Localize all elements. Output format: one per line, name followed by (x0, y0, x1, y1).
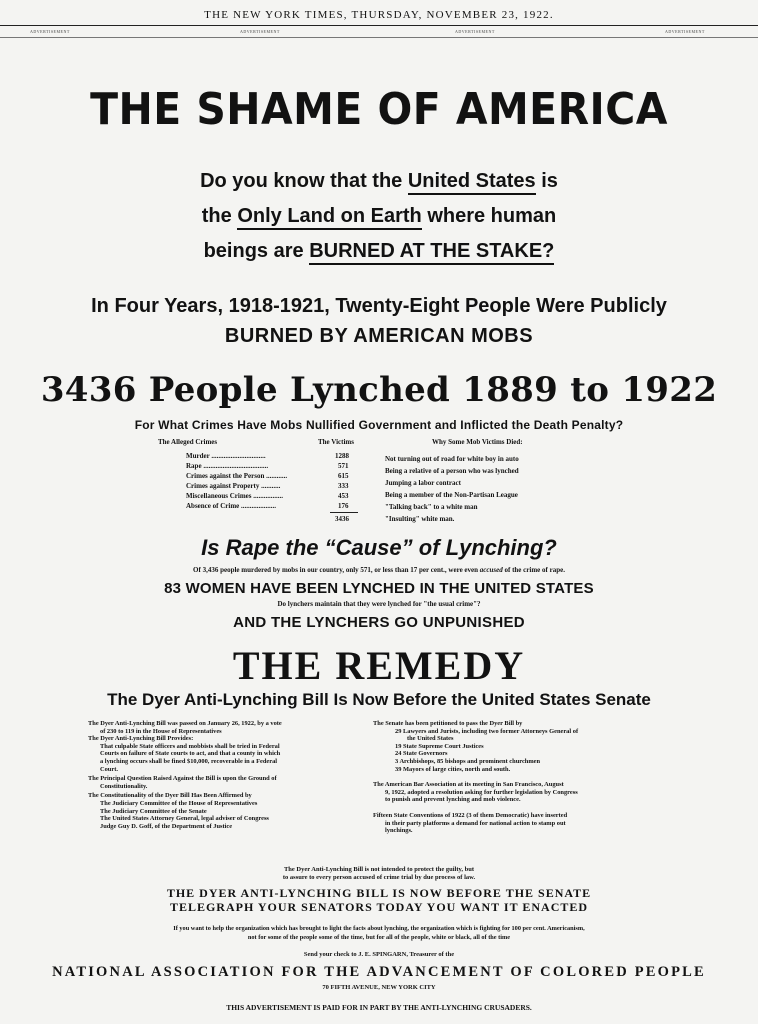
table-header-victims: The Victims (318, 438, 354, 446)
usual-crime-note: Do lynchers maintain that they were lynched for "the usual crime"? (277, 600, 481, 608)
right-text: 24 State Governors (395, 750, 448, 758)
rape-note-text: Of 3,436 people murdered by mobs in our country, only 571, or less than 17 per cent., were even (193, 566, 480, 574)
burned-headline: BURNED BY AMERICAN MOBS (224, 325, 534, 347)
telegraph-headline: TELEGRAPH YOUR SENATORS TODAY YOU WANT IT ENACTED (169, 900, 589, 914)
left-text: The United States Attorney General, legal adviser of Congress (100, 815, 269, 823)
ad-tag: ADVERTISEMENT (240, 29, 280, 34)
masthead-rule (0, 25, 758, 26)
before-senate-headline: THE DYER ANTI-LYNCHING BILL IS NOW BEFORE THE SENATE (166, 886, 592, 900)
crime-name: Rape (186, 462, 202, 470)
question-underlined: BURNED AT THE STAKE? (309, 240, 554, 265)
question-underlined: Only Land on Earth (237, 205, 421, 230)
masthead: THE NEW YORK TIMES, THURSDAY, NOVEMBER 23, 1922. (204, 9, 554, 21)
crime-name: Absence of Crime (186, 502, 240, 510)
right-text: 3 Archbishops, 85 bishops and prominent churchmen (395, 757, 541, 765)
question-text: the (201, 205, 238, 227)
victim-count: 176 (338, 502, 349, 510)
left-column (88, 720, 282, 830)
not-intended-line-2: to assure to every person accused of crime trial by due process of law. (282, 874, 476, 881)
left-text: The Constitutionality of the Dyer Bill Has Been Affirmed by (88, 792, 252, 800)
crimes-question: For What Crimes Have Mobs Nullified Government and Inflicted the Death Penalty? (134, 418, 624, 432)
right-text: The Senate has been petitioned to pass the Dyer Bill by (373, 720, 523, 727)
table-row: Murder ............................... (186, 452, 266, 460)
page-title: THE SHAME OF AMERICA (90, 84, 668, 135)
question-text: Do you know that the (200, 170, 408, 192)
table-row: Rape ..................................... (186, 462, 269, 470)
left-text: The Dyer Anti-Lynching Bill Provides: (88, 735, 194, 743)
why-item: "Insulting" white man. (385, 515, 455, 523)
ad-tag: ADVERTISEMENT (455, 29, 495, 34)
question-underlined: United States (408, 170, 536, 195)
question-text: beings are (203, 240, 310, 262)
why-item: Not turning out of road for white boy in auto (385, 455, 519, 463)
right-text: the United States (407, 735, 454, 743)
dyer-heading: The Dyer Anti-Lynching Bill Is Now Before the United States Senate (107, 690, 651, 709)
left-text: Court. (100, 765, 118, 773)
crime-name: Miscellaneous Crimes (186, 492, 252, 500)
lynched-headline: 3436 People Lynched 1889 to 1922 (40, 370, 718, 410)
table-row: Miscellaneous Crimes ................. (186, 492, 284, 500)
why-item: "Talking back" to a white man (385, 503, 478, 511)
crime-name: Crimes against the Person (186, 472, 265, 480)
ad-tag: ADVERTISEMENT (665, 29, 705, 34)
question-line-2 (0, 205, 758, 228)
help-line-1: If you want to help the organization which has brought to light the facts about lynching, the organization which is fighting for 100 per cent. Americanism, (173, 925, 585, 932)
right-text: Fifteen State Conventions of 1922 (3 of them Democratic) have inserted (373, 811, 568, 819)
table-row: Absence of Crime .................... (186, 502, 277, 510)
not-intended-line-1: The Dyer Anti-Lynching Bill is not intended to protect the guilty, but (283, 866, 475, 873)
right-column (373, 720, 578, 835)
rape-note (0, 566, 758, 574)
why-item: Being a member of the Non-Partisan League (385, 491, 518, 499)
ad-rule (0, 37, 758, 38)
victim-count: 453 (338, 492, 349, 500)
victim-count: 571 (338, 462, 349, 470)
left-text: The Judiciary Committee of the House of Representatives (100, 799, 258, 807)
right-text: 9, 1922, adopted a resolution asking for further legislation by Congress (385, 788, 578, 796)
left-text: Judge Guy D. Goff, of the Department of Justice (100, 822, 233, 830)
remedy-heading: THE REMEDY (232, 643, 526, 688)
left-text: The Judiciary Committee of the Senate (100, 807, 207, 815)
help-line-2: not for some of the people some of the time, but for all of the people, white or black, all of the time (247, 934, 511, 941)
victim-count: 333 (338, 482, 349, 490)
left-text: Courts on failure of State courts to act, and that a county in which (100, 750, 281, 758)
women-headline: 83 WOMEN HAVE BEEN LYNCHED IN THE UNITED STATES (164, 580, 594, 597)
naacp-name: NATIONAL ASSOCIATION FOR THE ADVANCEMENT OF COLORED PEOPLE (52, 964, 706, 980)
why-item: Being a relative of a person who was lynched (385, 467, 519, 475)
question-line-1 (0, 170, 758, 193)
right-text: 19 State Supreme Court Justices (395, 742, 484, 750)
table-header-crimes: The Alleged Crimes (158, 438, 218, 446)
left-text: of 230 to 119 in the House of Representatives (100, 727, 222, 735)
send-check-line: Send your check to J. E. SPINGARN, Treasurer of the (303, 951, 455, 958)
ad-tag: ADVERTISEMENT (30, 29, 70, 34)
total-rule (330, 512, 358, 513)
unpunished-headline: AND THE LYNCHERS GO UNPUNISHED (233, 614, 525, 631)
right-text: 29 Lawyers and Jurists, including two former Attorneys General of (395, 727, 579, 735)
right-text: The American Bar Association at its meeting in San Francisco, August (373, 781, 564, 789)
left-text: The Principal Question Raised Against the Bill is upon the Ground of (88, 775, 277, 783)
left-text: a lynching occurs shall be fined $10,000, recoverable in a Federal (100, 757, 278, 765)
victim-count: 615 (338, 472, 349, 480)
address-line: 70 FIFTH AVENUE, NEW YORK CITY (322, 984, 436, 991)
question-text: where human (421, 205, 557, 227)
left-text: That culpable State officers and mobbists shall be tried in Federal (100, 742, 280, 750)
table-row: Crimes against the Person ............ (186, 472, 288, 480)
right-text: 39 Mayors of large cities, north and south. (395, 765, 511, 773)
paid-by-line: THIS ADVERTISEMENT IS PAID FOR IN PART BY THE ANTI-LYNCHING CRUSADERS. (226, 1003, 532, 1012)
crime-name: Murder (186, 452, 210, 460)
right-text: lynchings. (385, 827, 413, 835)
crime-name: Crimes against Property (186, 482, 260, 490)
victim-count: 1288 (335, 452, 349, 460)
rape-question: Is Rape the “Cause” of Lynching? (201, 535, 557, 560)
table-header-why: Why Some Mob Victims Died: (432, 438, 523, 446)
left-text: Constitutionality. (100, 782, 148, 790)
question-text: is (535, 170, 558, 192)
why-item: Jumping a labor contract (385, 479, 461, 487)
four-years-headline: In Four Years, 1918-1921, Twenty-Eight People Were Publicly (91, 295, 667, 317)
rape-note-emphasis: accused (479, 566, 503, 574)
rape-note-text: of the crime of rape. (502, 566, 565, 574)
left-text: The Dyer Anti-Lynching Bill was passed on January 26, 1922, by a vote (88, 720, 282, 727)
right-text: in their party platforms a demand for national action to stamp out (385, 819, 566, 827)
victim-total: 3436 (335, 515, 349, 523)
table-row: Crimes against Property ........... (186, 482, 281, 490)
right-text: to punish and prevent lynching and mob violence. (385, 796, 521, 804)
question-line-3 (0, 240, 758, 263)
